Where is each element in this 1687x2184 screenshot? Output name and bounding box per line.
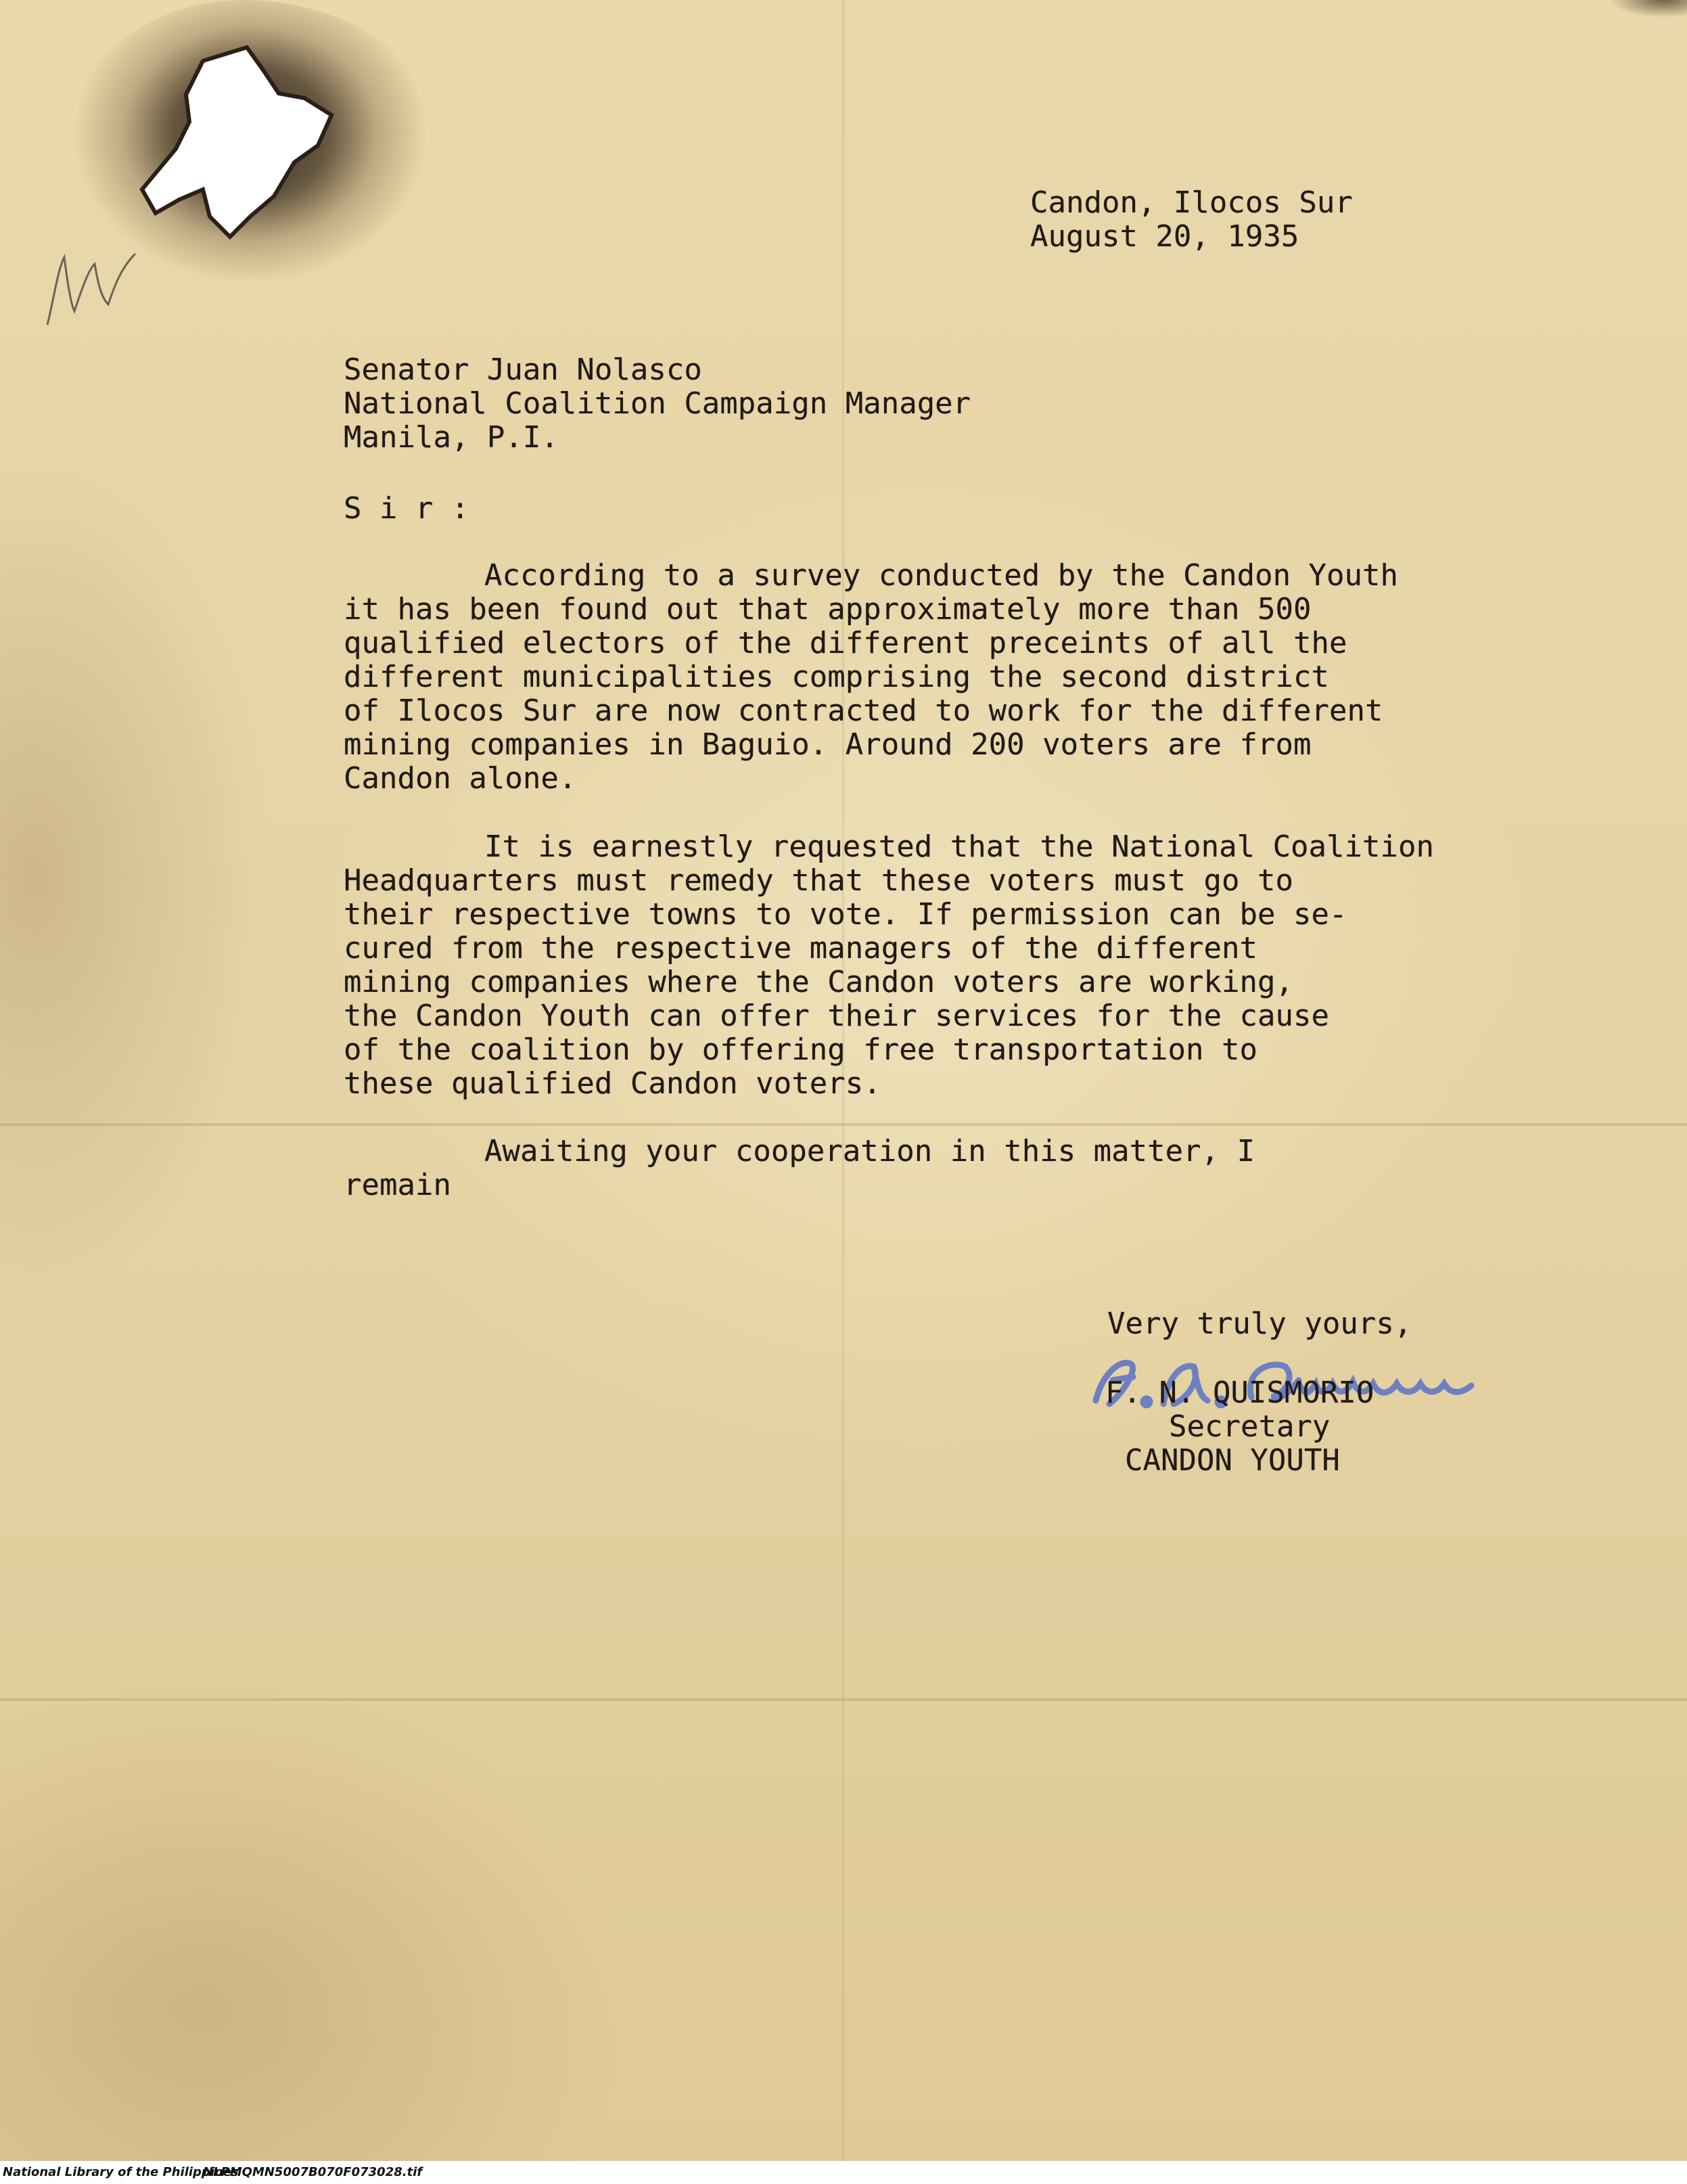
file-identifier: NLPMQMN5007B070F073028.tif (203, 2165, 423, 2179)
paragraph-line: cured from the respective managers of the different (344, 931, 1258, 965)
paragraph-line: qualified electors of the different preceints of all the (344, 626, 1347, 660)
paragraph-line: these qualified Candon voters. (344, 1066, 881, 1101)
recipient-title: National Coalition Campaign Manager (344, 386, 971, 421)
paragraph-line: According to a survey conducted by the Candon Youth (484, 558, 1399, 593)
paragraph-line: It is earnestly requested that the National Coalition (484, 829, 1434, 864)
burn-hole (101, 34, 359, 264)
letter-date: August 20, 1935 (1030, 219, 1299, 254)
paragraph-line: Awaiting your cooperation in this matter, I (484, 1134, 1255, 1168)
paragraph-line: of Ilocos Sur are now contracted to work for the different (344, 693, 1383, 728)
signer-title: Secretary (1169, 1409, 1331, 1444)
paragraph-line: it has been found out that approximately more than 500 (344, 592, 1312, 627)
paragraph-line: their respective towns to vote. If permission can be se- (344, 897, 1347, 932)
paragraph-line: remain (344, 1168, 451, 1202)
paragraph-line: of the coalition by offering free transportation to (344, 1032, 1258, 1067)
recipient-city: Manila, P.I. (344, 420, 559, 455)
burn-mark (1610, 0, 1687, 20)
library-credit: National Library of the Philippines (3, 2165, 239, 2179)
letter-place: Candon, Ilocos Sur (1030, 185, 1353, 220)
pencil-scribble (34, 230, 156, 338)
signer-name: F. N. QUISMORIO (1105, 1375, 1374, 1410)
paragraph-line: different municipalities comprising the second district (344, 660, 1329, 694)
paragraph-line: the Candon Youth can offer their services for the cause (344, 999, 1329, 1033)
salutation: S i r : (344, 491, 469, 526)
paragraph-line: mining companies where the Candon voters are working, (344, 965, 1293, 999)
paragraph-line: mining companies in Baguio. Around 200 voters are from (344, 727, 1312, 762)
paragraph-line: Candon alone. (344, 761, 577, 796)
archive-footer (0, 2161, 1687, 2184)
recipient-name: Senator Juan Nolasco (344, 352, 702, 387)
valediction: Very truly yours, (1107, 1306, 1412, 1341)
signer-organization: CANDON YOUTH (1125, 1443, 1340, 1478)
paragraph-line: Headquarters must remedy that these voters must go to (344, 863, 1293, 898)
